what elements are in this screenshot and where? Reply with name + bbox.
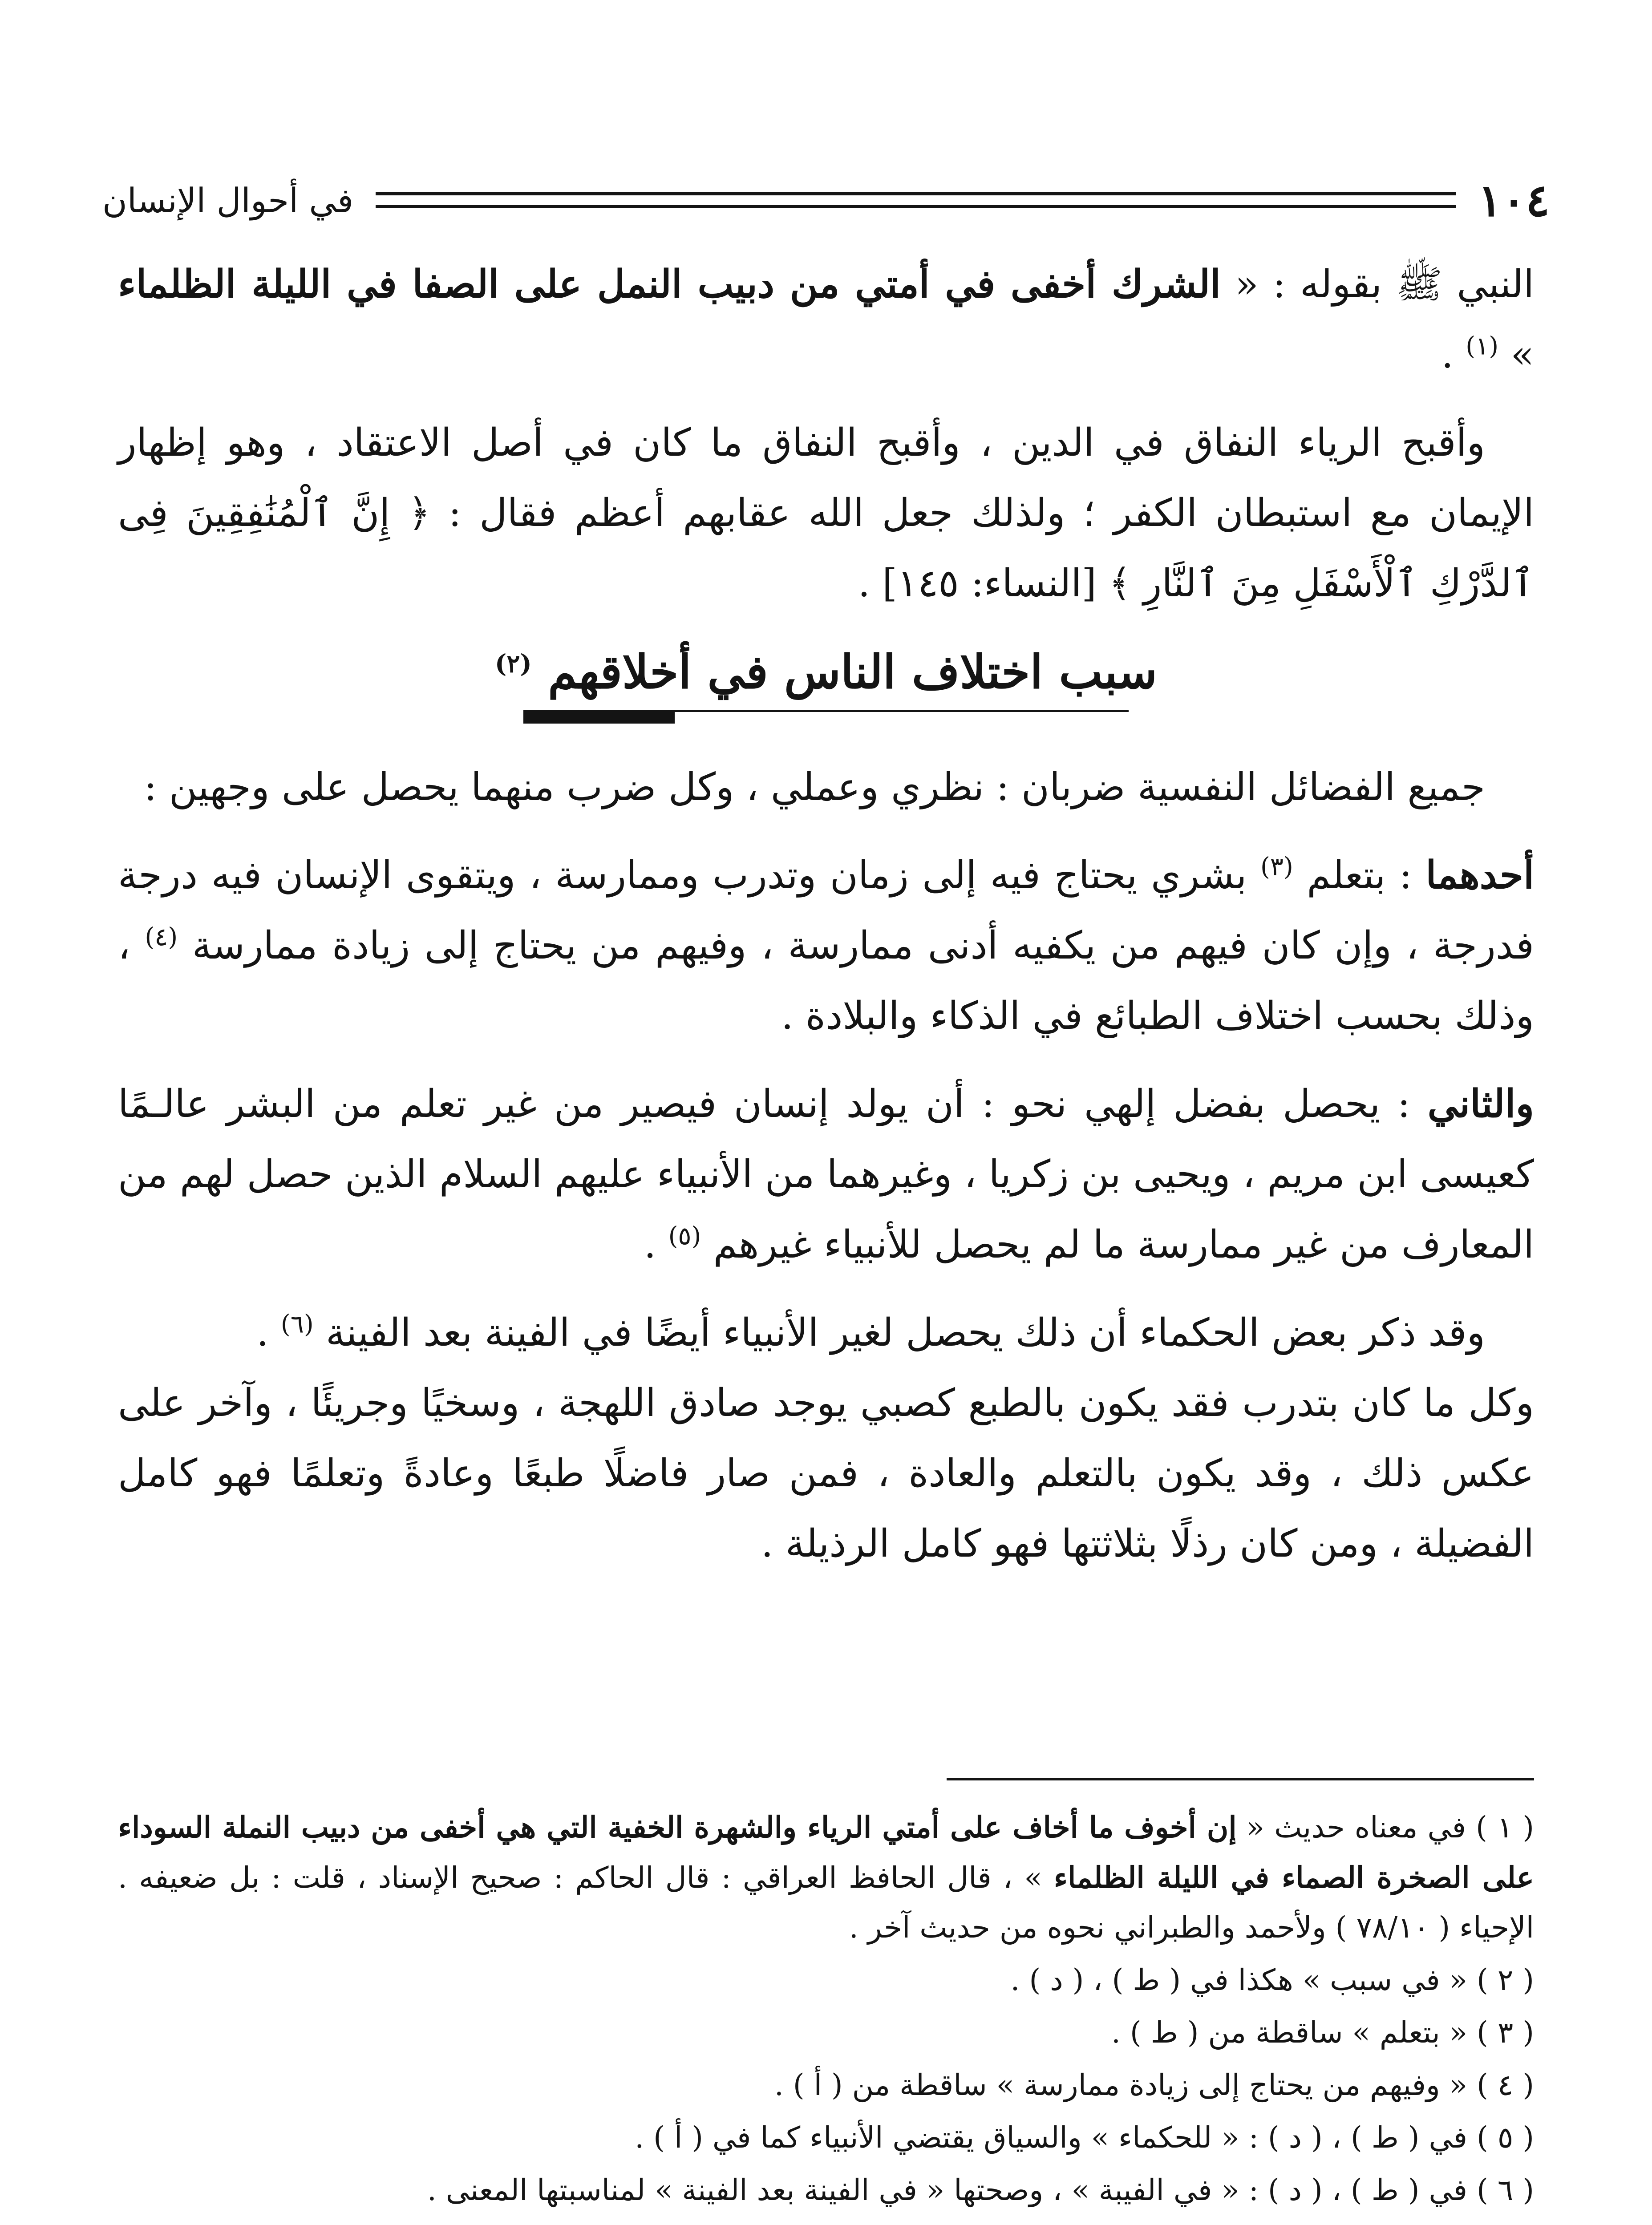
footnote-2: ( ٢ ) « في سبب » هكذا في ( ط ) ، ( د ) . (1010, 1963, 1534, 1997)
footnote-4: ( ٤ ) « وفيهم من يحتاج إلى زيادة ممارسة » ساقطة من ( أ ) . (774, 2068, 1534, 2102)
footnote-ref: (٦) (280, 1310, 314, 1339)
paragraph-virtues: جميع الفضائل النفسية ضربان : نظري وعملي ، وكل ضرب منهما يحصل على وجهين : (144, 765, 1485, 809)
paragraph-text: : بتعلم (1293, 853, 1426, 898)
footnote-ref: (٣) (1260, 852, 1293, 882)
footnote-text: » ، قال الحافظ العراقي : قال الحاكم : صحيح الإسناد ، قلت : بل ضعيفه . الإحياء ( ٧٨/١٠ ) ولأحمد والطبراني نحوه من حديث آخر . (118, 1861, 1534, 1945)
paragraph-text: . (1441, 332, 1466, 377)
paragraph-text: . (644, 1222, 668, 1267)
paragraph-text: وقد ذكر بعض الحكماء أن ذلك يحصل لغير الأنبياء أيضًا في الفينة بعد الفينة (313, 1311, 1485, 1355)
running-title: في أحوال الإنسان (102, 180, 354, 220)
footnote-ref: (٢) (494, 649, 532, 679)
page-number: ١٠٤ (1478, 174, 1550, 227)
paragraph-nifaq: وأقبح الرياء النفاق في الدين ، وأقبح النفاق ما كان في أصل الاعتقاد ، وهو إظهار الإيمان مع استبطان الكفر ؛ ولذلك جعل الله عقابهم أعظم فقال : ﴿ إِنَّ ٱلْمُنَٰفِقِينَ فِى ٱلدَّرْكِ ٱلْأَسْفَلِ مِنَ ٱلنَّارِ ﴾ [النساء: ١٤٥] . (118, 421, 1534, 606)
footnote-5: ( ٥ ) في ( ط ) ، ( د ) : « للحكماء » والسياق يقتضي الأنبياء كما في ( أ ) . (635, 2120, 1534, 2155)
paragraph-text: النبي ﷺ بقوله : « (1221, 262, 1534, 307)
footnote-ref: (٥) (668, 1222, 701, 1251)
paragraph-text: . (256, 1311, 281, 1355)
paragraph-wise (118, 1298, 1534, 1368)
paragraph-text: بشري يحتاج فيه إلى زمان وتدرب وممارسة ، ويتقوى الإنسان فيه درجة فدرجة ، وإن كان فيهم من يكفيه أدنى ممارسة ، وفيهم من يحتاج إلى زيادة ممارسة (118, 853, 1535, 968)
footnotes (118, 1802, 1534, 2218)
paragraph-text: ، وذلك بحسب اختلاف الطبائع في الذكاء والبلادة . (118, 923, 1534, 1038)
footnote-6: ( ٦ ) في ( ط ) ، ( د ) : « في الفيبة » ، وصحتها « في الفينة بعد الفينة » لمناسبتها المعنى . (427, 2173, 1534, 2207)
heading-rule-thick (523, 712, 675, 724)
footnote-text: ( ١ ) في معناه حديث « (1236, 1810, 1535, 1845)
footnote-quote: إن أخوف ما أخاف على أمتي الرياء والشهرة الخفية التي هي أخفى من دبيب النملة السوداء على الصخرة الصماء في الليلة الظلماء (118, 1810, 1534, 1895)
footnote-separator (947, 1778, 1534, 1780)
main-text (118, 249, 1534, 1597)
paragraph-lead: أحدهما (1425, 853, 1534, 898)
running-header (102, 169, 1550, 231)
section-heading (118, 636, 1534, 708)
paragraph-second (118, 1069, 1534, 1280)
paragraph-nature: وكل ما كان بتدرب فقد يكون بالطبع كصبي يوجد صادق اللهجة ، وسخيًا وجريئًا ، وآخر على عكس ذلك ، وقد يكون بالتعلم والعادة ، فمن صار فاضلًا طبعًا وعادةً وتعلمًا فهو كامل الفضيلة ، ومن كان رذلًا بثلاثتها فهو كامل الرذيلة . (118, 1381, 1534, 1566)
footnote-ref: (١) (1466, 332, 1499, 361)
paragraph-hadith (118, 249, 1534, 390)
paragraph-lead: والثاني (1427, 1081, 1534, 1126)
paragraph-text: » (1498, 332, 1534, 377)
paragraph-first (118, 840, 1534, 1051)
section-heading-text: سبب اختلاف الناس في أخلاقهم (548, 644, 1158, 699)
heading-rule (523, 708, 1129, 725)
paragraph-text: : يحصل بفضل إلهي نحو : أن يولد إنسان فيصير من غير تعلم من البشر عالـمًا كعيسى ابن مريم ، ويحيى بن زكريا ، وغيرهما من الأنبياء عليهم السلام الذين حصل لهم من المعارف من غير ممارسة ما لم يحصل للأنبياء غيرهم (118, 1082, 1534, 1267)
header-double-rule (376, 192, 1456, 208)
footnote-1 (118, 1802, 1534, 1953)
footnote-3: ( ٣ ) « بتعلم » ساقطة من ( ط ) . (1111, 2015, 1534, 2050)
hadith-quote: الشرك أخفى في أمتي من دبيب النمل على الصفا في الليلة الظلماء (118, 262, 1221, 307)
footnote-ref: (٤) (145, 922, 178, 952)
